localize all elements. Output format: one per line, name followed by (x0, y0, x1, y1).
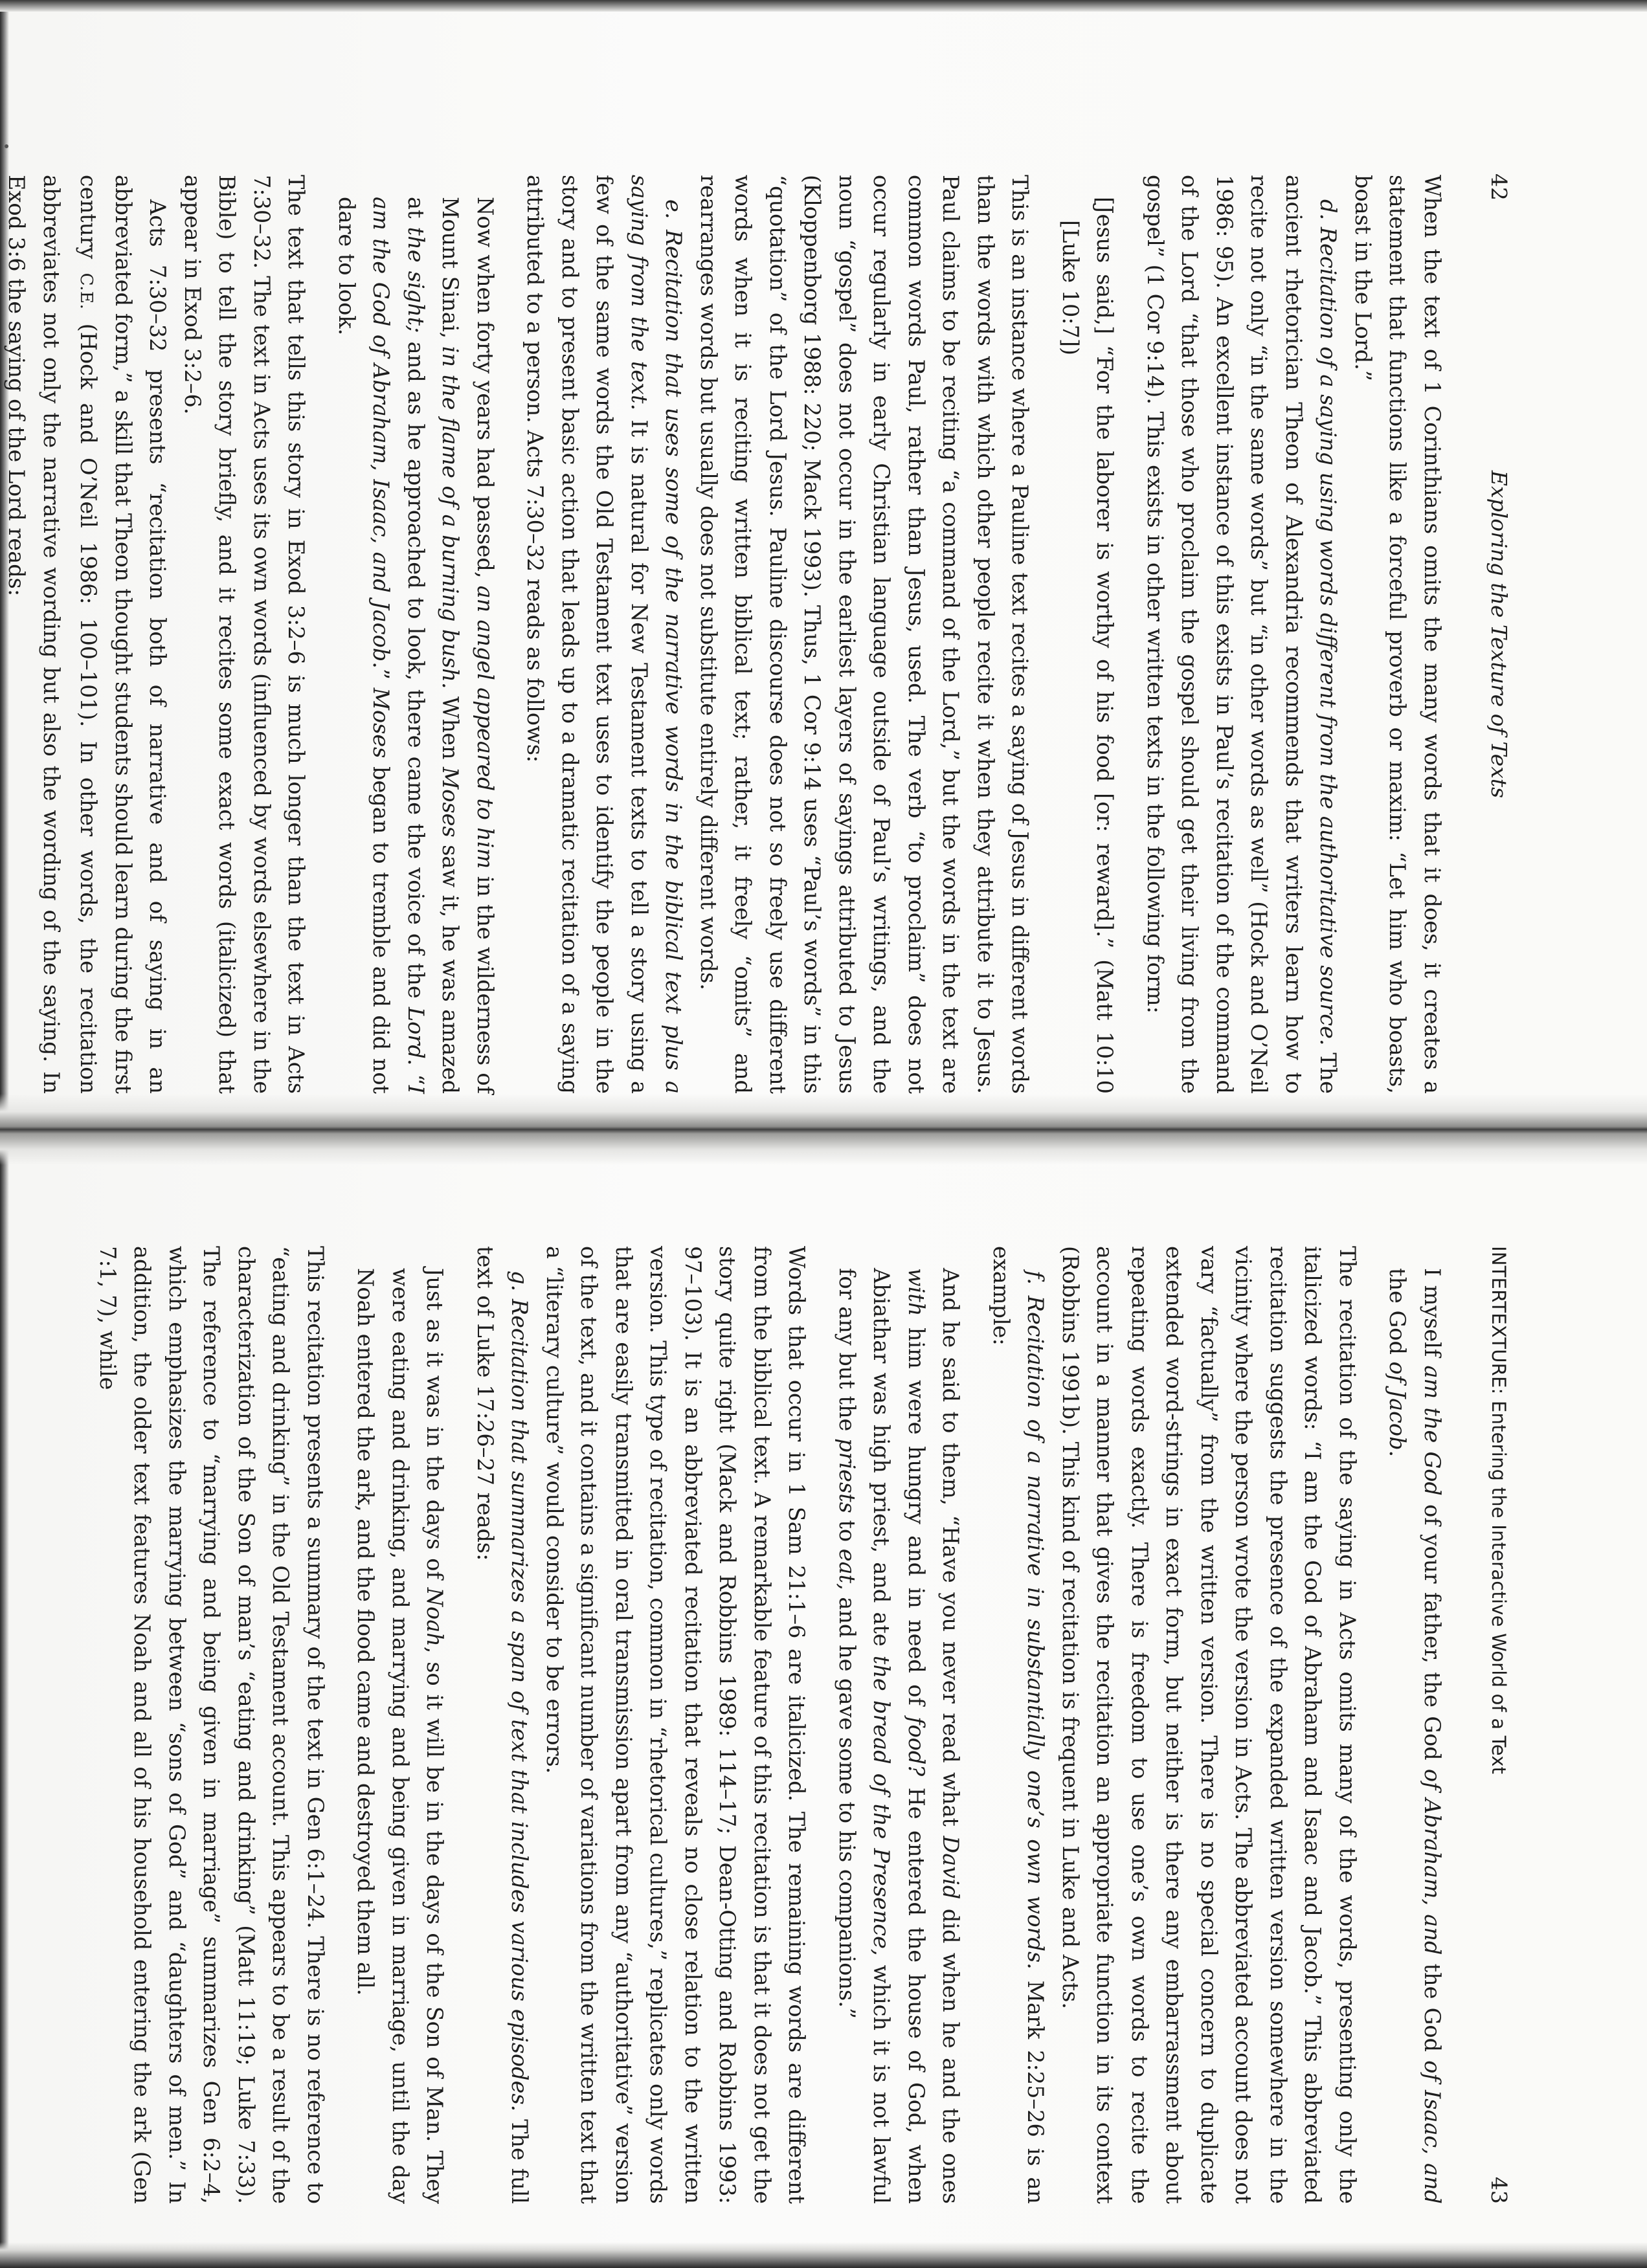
paragraph: The text that tells this story in Exod 3:2–6 is much longer than the text in Acts 7:30–32. The text in Acts uses its own words (influenced by words elsewhere in the Bible) to tell the story briefly, and it recites some exact words (italicized) that appear in Exod 3:2–6. (180, 175, 309, 1094)
quote-italic: of Isaac, and (1420, 2060, 1445, 2204)
quote-italic: David (938, 1836, 964, 1900)
paragraph-text: (Hock and O’Neil 1986: 100–101). In other words, the recitation abbreviates not only the narrative wording but also the wording of the saying. In Exod 3:6 the saying of the Lord reads: (4, 175, 102, 1095)
page-42 (4, 173, 1512, 1095)
section-d (1138, 175, 1346, 1094)
quote-text: . “ (403, 1058, 429, 1085)
quote-text: did when he and the ones (938, 1899, 964, 2205)
quote-italic: the sight; (403, 227, 429, 333)
quote-text: .” (368, 662, 394, 688)
page-43 (95, 1246, 1512, 2205)
quote-italic: food? (904, 1717, 929, 1777)
section-heading: f. Recitation of a narrative in substantially one’s own words. (1023, 1271, 1049, 1970)
small-caps-era: C.E. (76, 272, 96, 310)
running-head: INTERTEXTURE: Entering the Interactive World of a Text (1488, 1246, 1510, 1775)
paragraph (0, 175, 175, 1094)
scan-top-edge-shadow (0, 0, 1647, 12)
quote-text: which it is not lawful for any but the (835, 1268, 895, 2204)
paragraph: When the text of 1 Corinthians omits the many words that it does, it creates a statement that functions like a forceful proverb or maxim: “Let him who boasts, boast in the Lord.” (1350, 175, 1445, 1094)
paragraph-text: It is natural for New Testament texts to tell a story using a few of the same words the Old Testament text uses to identify the people in the story and to present basic action that leads up to a dramatic recitation of a saying attributed to a person. Acts 7:30–32 reads as follows: (522, 175, 652, 1094)
quote-italic: in the flame of a burning bush. (438, 346, 464, 689)
quote-text: and as he approached to look, there came the voice of the (403, 333, 429, 1007)
page-header (1464, 175, 1512, 1094)
section-g (468, 1246, 537, 2204)
section-heading: d. Recitation of a saying using words different from the authoritative source. (1316, 199, 1341, 1046)
scan-speck (5, 144, 8, 148)
quote-text: saw it, he was amazed at (403, 197, 464, 1094)
quote-text: the God (1420, 1955, 1445, 2061)
quote-text: I myself (1420, 1268, 1445, 1366)
quote-italic: Moses (368, 687, 394, 759)
page-header (1464, 1246, 1512, 2204)
quote-text: in the wilderness of Mount Sinai, (438, 197, 498, 1094)
page-number: 42 (1486, 173, 1512, 201)
paragraph-text: The ancient rhetorician Theon of Alexandria recommends that writers learn how to recite not only “in the same words” but “in other words as well” (Hock and O’Neil 1986: 95). An excellent instance of this exists in Paul’s recitation of the command of the Lord “that those who proclaim the gospel should get their living from the gospel” (1 Cor 9:14). This exists in other written texts in the following form: (1143, 175, 1341, 1094)
paragraph: This is an instance where a Pauline text recites a saying of Jesus in different words than the words with which other people recite it when they attribute it to Jesus. Paul claims to be reciting “a command of the Lord,” but the words in the text are common words Paul, rather than Jesus, used. The verb “to proclaim” does not occur regularly in early Christian language outside of Paul’s writings, and the noun “gospel” does not occur in the earliest layers of sayings attributed to Jesus (Kloppenborg 1988: 220; Mack 1993). Thus, 1 Cor 9:14 uses “Paul’s words” in this “quotation” of the Lord Jesus. Pauline discourse does not so freely use different words when it is reciting written biblical text; rather, it freely “omits” and rearranges words but usually does not substitute entirely different words. (696, 175, 1033, 1094)
quote-italic: priests (835, 1438, 860, 1513)
quote-text: When (438, 689, 464, 767)
scan-bottom-edge-shadow (0, 2242, 1647, 2268)
quote-text: the God (1385, 1268, 1411, 1362)
quote-text: And he said to them, “Have you never read what (938, 1268, 964, 1836)
quote-italic: Lord (403, 1006, 429, 1059)
quote-italic: eat, (835, 1548, 860, 1590)
quote-text: Just as it was in the days of (422, 1268, 448, 1588)
quote-text: to (835, 1513, 860, 1549)
paragraph: Words that occur in 1 Sam 21:1–6 are italicized. The remaining words are different from the biblical text. A remarkable feature of this recitation is that it does not get the story quite right (Mack and Robbins 1989: 114–17; Dean-Otting and Robbins 1993: 97–103). It is an abbreviated recitation that reveals no close relation to the written version. This type of recitation, common in “rhetorical cultures,” replicates only words that are easily transmitted in oral transmission apart from any “authoritative” version of the text, and it contains a significant number of variations from the written text that a “literary culture” would consider to be errors. (542, 1246, 810, 2204)
quote-italic: an angel appeared to him (473, 585, 498, 869)
block-quote (348, 1268, 453, 2204)
quote-italic: am the God (1420, 1365, 1445, 1496)
section-f (984, 1246, 1053, 2204)
paragraph: This recitation presents a summary of the text in Gen 6:1–24. There is no reference to “eating and drinking” in the Old Testament account. This appears to be a result of the characterization of the Son of man’s “eating and drinking” (Matt 11:19; Luke 7:33). The reference to “marrying and being given in marriage” summarizes Gen 6:2–4, which emphasizes the marrying between “sons of God” and “daughters of men.” In addition, the older text features Noah and all of his household entering the ark (Gen 7:1, 7), while (95, 1246, 328, 2204)
quote-italic: I am the God of Abraham, Isaac, and Jacob (368, 197, 429, 1094)
quote-italic: the bread of the Presence, (869, 1655, 895, 1956)
block-quote (330, 197, 503, 1094)
quote-italic: Noah (422, 1587, 448, 1647)
quote-italic: of Jacob (1385, 1361, 1411, 1451)
section-e (518, 175, 691, 1094)
quote-italic: with (904, 1268, 929, 1317)
running-head: Exploring the Texture of Texts (1486, 470, 1512, 799)
quote-text: began to tremble and did not dare to look. (334, 197, 394, 1094)
quote-text: Now when forty years had passed, (473, 197, 498, 586)
quote-italic: Moses (438, 766, 464, 838)
quote-text: of your father, the God (1420, 1495, 1445, 1769)
quote-italic: of Abraham, and (1420, 1768, 1445, 1955)
paragraph: The recitation of the saying in Acts omits many of the words, presenting only the italicized words: “I am the God of Abraham and Isaac and Jacob.” This abbreviated recitation suggests the presence of the expanded written version somewhere in the vicinity where the person wrote the version in Acts. The abbreviated account does not vary “factually” from the written version. There is no special concern to duplicate extended word-strings in exact form, but neither is there any embarrassment about repeating words exactly. There is freedom to use one’s own words to recite the account in a manner that gives the recitation an appropriate function in its context (Robbins 1991b). This kind of recitation is frequent in Luke and Acts. (1058, 1246, 1360, 2204)
quote-text: and he gave some to his companions.” (835, 1590, 860, 2019)
block-quote (1380, 1268, 1450, 2204)
quote-text: , so it will be in the days of the Son of Man. They were eating and drinking, and marrying and being given in marriage, until the day Noah entered the ark, and the flood came and destroyed them all. (353, 1268, 448, 2204)
page-number: 43 (1486, 2177, 1512, 2204)
paragraph-text: Acts 7:30–32 presents “recitation both of narrative and of saying in an abbreviated form,” a skill that Theon thought students should learn during the first century (76, 175, 171, 1094)
block-quote (830, 1268, 969, 2204)
paragraph-text: The full text of Luke 17:26–27 reads: (473, 1246, 533, 2204)
section-heading: e. Recitation that uses some of the narrative words in the biblical text plus a saying from the text. (627, 175, 687, 1094)
paragraph-text: Mark 2:25–26 is an example: (989, 1246, 1049, 2204)
book-gutter-shadow (0, 1094, 1647, 1165)
section-heading: g. Recitation that summarizes a span of text that includes various episodes. (507, 1271, 533, 2112)
block-quote: [Jesus said,] “For the laborer is worthy of his food [or: reward].” (Matt 10:10 [Luke 10:7]) (1058, 197, 1118, 1094)
quote-text: him were hungry and in need of (904, 1316, 929, 1717)
quote-text: . (1385, 1450, 1411, 1458)
quote-text: He entered the house of God, when Abiathar was high priest, and ate (869, 1268, 929, 2204)
